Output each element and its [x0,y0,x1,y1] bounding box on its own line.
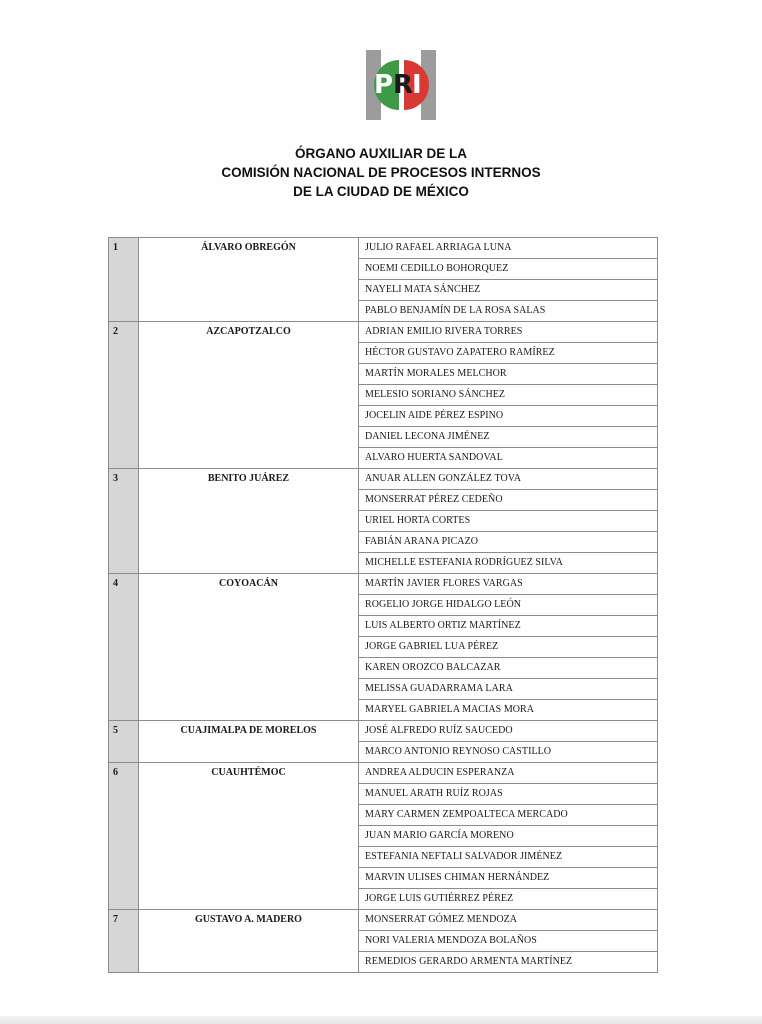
member-name-cell: MARYEL GABRIELA MACIAS MORA [359,700,658,721]
alcaldia-cell: GUSTAVO A. MADERO [139,910,359,973]
alcaldia-cell: CUAJIMALPA DE MORELOS [139,721,359,763]
member-name-cell: FABIÁN ARANA PICAZO [359,532,658,553]
member-name-cell: JOCELIN AIDE PÉREZ ESPINO [359,406,658,427]
member-name-cell: HÉCTOR GUSTAVO ZAPATERO RAMÍREZ [359,343,658,364]
member-name-cell: JOSÉ ALFREDO RUÍZ SAUCEDO [359,721,658,742]
table-row [109,910,658,931]
table-row [109,574,658,595]
member-name-cell: PABLO BENJAMÍN DE LA ROSA SALAS [359,301,658,322]
group-number-cell: 3 [109,469,139,574]
member-name-cell: MICHELLE ESTEFANIA RODRÍGUEZ SILVA [359,553,658,574]
viewer-bottom-edge [0,1016,762,1024]
member-name-cell: DANIEL LECONA JIMÉNEZ [359,427,658,448]
table-row [109,763,658,784]
member-name-cell: ANUAR ALLEN GONZÁLEZ TOVA [359,469,658,490]
logo-letter-r: R [393,70,414,100]
document-title [0,144,762,201]
member-name-cell: MARTÍN JAVIER FLORES VARGAS [359,574,658,595]
member-name-cell: MARCO ANTONIO REYNOSO CASTILLO [359,742,658,763]
logo-letter-i: I [412,70,422,100]
title-line-3: DE LA CIUDAD DE MÉXICO [293,184,469,199]
pri-logo [366,50,436,120]
member-name-cell: MARY CARMEN ZEMPOALTECA MERCADO [359,805,658,826]
roster-table-body [109,238,658,973]
title-line-2: COMISIÓN NACIONAL DE PROCESOS INTERNOS [221,165,541,180]
member-name-cell: MANUEL ARATH RUÍZ ROJAS [359,784,658,805]
roster-table [108,237,658,973]
alcaldia-cell: CUAUHTÉMOC [139,763,359,910]
group-number-cell: 7 [109,910,139,973]
title-line-1: ÓRGANO AUXILIAR DE LA [295,146,467,161]
member-name-cell: NORI VALERIA MENDOZA BOLAÑOS [359,931,658,952]
member-name-cell: ESTEFANIA NEFTALI SALVADOR JIMÉNEZ [359,847,658,868]
alcaldia-cell: ÁLVARO OBREGÓN [139,238,359,322]
member-name-cell: ROGELIO JORGE HIDALGO LEÓN [359,595,658,616]
member-name-cell: MELISSA GUADARRAMA LARA [359,679,658,700]
member-name-cell: JULIO RAFAEL ARRIAGA LUNA [359,238,658,259]
group-number-cell: 4 [109,574,139,721]
member-name-cell: ADRIAN EMILIO RIVERA TORRES [359,322,658,343]
table-row [109,721,658,742]
logo-letter-p: P [374,70,394,100]
member-name-cell: JUAN MARIO GARCÍA MORENO [359,826,658,847]
member-name-cell: MONSERRAT PÉREZ CEDEÑO [359,490,658,511]
group-number-cell: 2 [109,322,139,469]
group-number-cell: 5 [109,721,139,763]
table-row [109,469,658,490]
group-number-cell: 1 [109,238,139,322]
member-name-cell: JORGE LUIS GUTIÉRREZ PÉREZ [359,889,658,910]
alcaldia-cell: COYOACÁN [139,574,359,721]
member-name-cell: MARTÍN MORALES MELCHOR [359,364,658,385]
member-name-cell: REMEDIOS GERARDO ARMENTA MARTÍNEZ [359,952,658,973]
member-name-cell: URIEL HORTA CORTES [359,511,658,532]
member-name-cell: KAREN OROZCO BALCAZAR [359,658,658,679]
table-row [109,322,658,343]
member-name-cell: ALVARO HUERTA SANDOVAL [359,448,658,469]
member-name-cell: JORGE GABRIEL LUA PÉREZ [359,637,658,658]
member-name-cell: LUIS ALBERTO ORTIZ MARTÍNEZ [359,616,658,637]
alcaldia-cell: AZCAPOTZALCO [139,322,359,469]
member-name-cell: ANDREA ALDUCIN ESPERANZA [359,763,658,784]
member-name-cell: NAYELI MATA SÁNCHEZ [359,280,658,301]
member-name-cell: MONSERRAT GÓMEZ MENDOZA [359,910,658,931]
table-row [109,238,658,259]
member-name-cell: MARVIN ULISES CHIMAN HERNÁNDEZ [359,868,658,889]
member-name-cell: NOEMI CEDILLO BOHORQUEZ [359,259,658,280]
alcaldia-cell: BENITO JUÁREZ [139,469,359,574]
member-name-cell: MELESIO SORIANO SÁNCHEZ [359,385,658,406]
group-number-cell: 6 [109,763,139,910]
